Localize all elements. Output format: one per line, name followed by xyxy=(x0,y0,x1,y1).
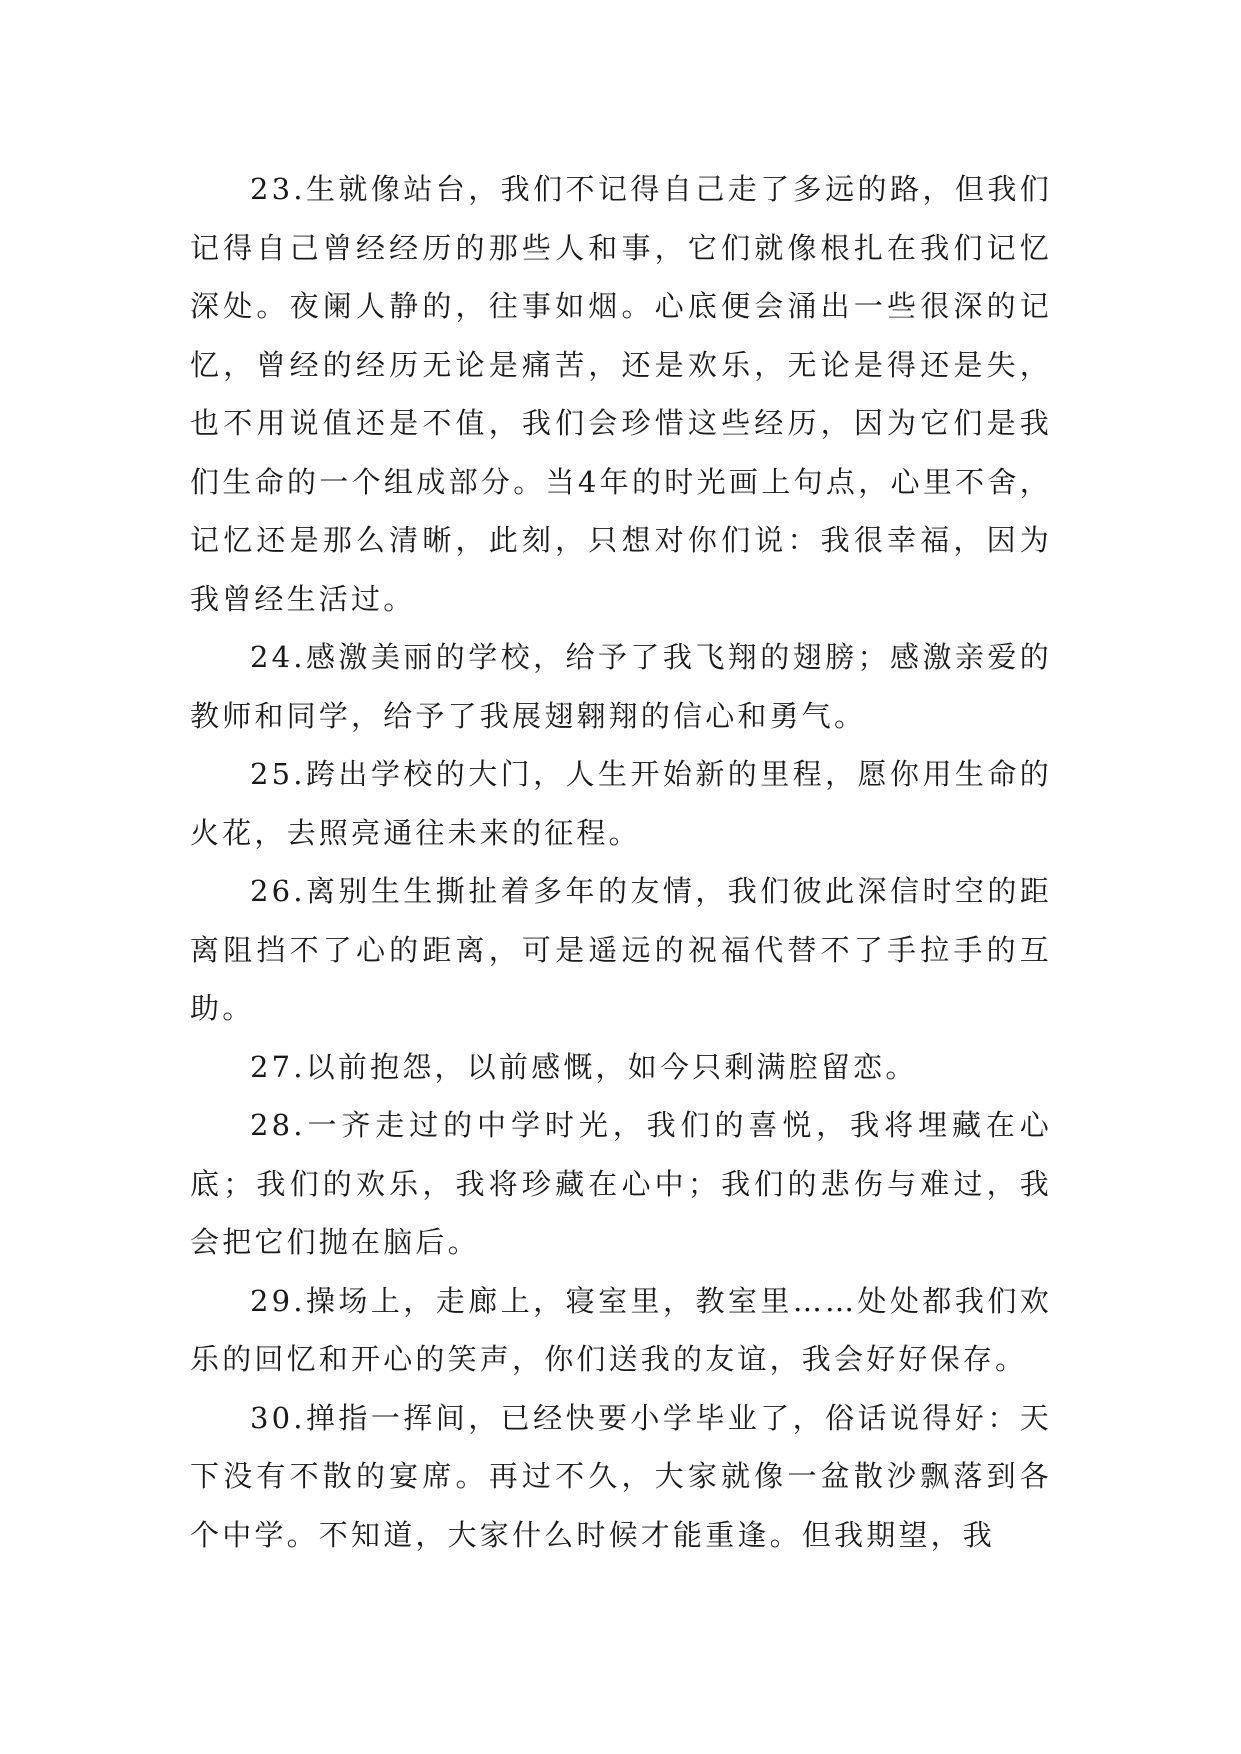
paragraph-27: 27.以前抱怨，以前感慨，如今只剩满腔留恋。 xyxy=(250,1049,918,1084)
paragraph-23: 23.生就像站台，我们不记得自己走了多远的路，但我们记得自己曾经经历的那些人和事，它们就像根扎在我们记忆深处。夜阑人静的，往事如烟。心底便会涌出一些很深的记忆，曾经的经历无论是痛苦，还是欢乐，无论是得还是失，也不用说值还是不值，我们会珍惜这些经历，因为它们是我们生命的一个组成部分。当4年的时光画上句点，心里不舍，记忆还是那么清晰，此刻，只想对你们说：我很幸福，因为我曾经生活过。 xyxy=(190,172,1052,616)
paragraph-24: 24.感激美丽的学校，给予了我飞翔的翅膀；感激亲爱的教师和同学，给予了我展翅翱翔的信心和勇气。 xyxy=(190,640,1052,733)
paragraph-29: 29.操场上，走廊上，寝室里，教室里……处处都我们欢乐的回忆和开心的笑声，你们送我的友谊，我会好好保存。 xyxy=(190,1283,1052,1376)
paragraph-26: 26.离别生生撕扯着多年的友情，我们彼此深信时空的距离阻挡不了心的距离，可是遥远的祝福代替不了手拉手的互助。 xyxy=(190,874,1052,1025)
document-body xyxy=(190,160,1052,1564)
paragraph-30: 30.掸指一挥间，已经快要小学毕业了，俗话说得好：天下没有不散的宴席。再过不久，大家就像一盆散沙飘落到各个中学。不知道，大家什么时候才能重逢。但我期望，我 xyxy=(190,1400,1052,1552)
paragraph-25: 25.跨出学校的大门，人生开始新的里程，愿你用生命的火花，去照亮通往未来的征程。 xyxy=(190,757,1052,850)
paragraph-28: 28.一齐走过的中学时光，我们的喜悦，我将埋藏在心底；我们的欢乐，我将珍藏在心中；我们的悲伤与难过，我会把它们抛在脑后。 xyxy=(190,1108,1052,1259)
